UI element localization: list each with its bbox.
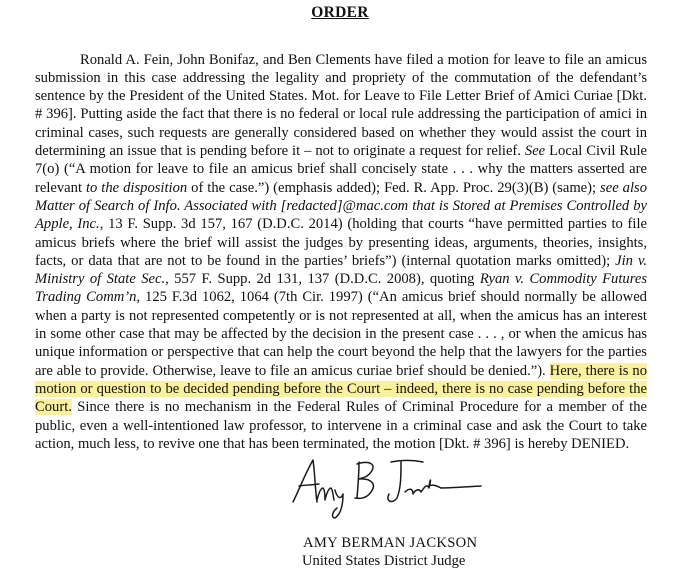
- body-text-run: , 13 F. Supp. 3d 157, 167 (D.D.C. 2014) (holding that courts “have permitted parties to file amicus briefs where the brief will assist the judges by presenting ideas, arguments, theories, insights, facts, or data that are not to be found in the parties’ briefs”) (internal quotation marks omitted);: [35, 216, 647, 269]
- italic-citation: see also Matter of Search of Info. Associated with [redacted]@mac.com that is Stored at Premises Controlled by Apple, Inc.: [35, 179, 647, 233]
- order-body-paragraph: [35, 51, 647, 454]
- body-text-run: , 125 F.3d 1062, 1064 (7th Cir. 1997) (“An amicus brief should normally be allowed when a party is not represented competently or is not represented at all, when the amicus has an interest in some other case that may be affected by the decision in the present case . . . , or when the amicus has unique information or perspective that can help the court beyond the help that the lawyers for the parties are able to provide. Otherwise, leave to file an amicus curiae brief should be denied.”).: [35, 289, 647, 379]
- signer-title: United States District Judge: [302, 553, 466, 569]
- italic-citation: to the disposition: [85, 179, 188, 196]
- body-text-run: , 557 F. Supp. 2d 131, 137 (D.D.C. 2008), quoting: [165, 271, 480, 288]
- italic-citation: See: [524, 143, 546, 160]
- body-text-run: of the case.”) (emphasis added); Fed. R. App. Proc. 29(3)(B) (same);: [187, 179, 601, 196]
- highlighted-sentence: Here, there is no motion or question to be decided pending before the Court – indeed, there is no case pending before the Court.: [35, 362, 647, 416]
- italic-citation: Ryan v. Commodity Futures Trading Comm’n: [35, 271, 647, 306]
- body-text-run: Ronald A. Fein, John Bonifaz, and Ben Clements have filed a motion for leave to file an amicus submission in this case addressing the legality and propriety of the commutation of the defendant’s sentence by the President of the United States. Mot. for Leave to File Letter Brief of Amici Curiae [Dkt. # 396]. Putting aside the fact that there is no federal or local rule addressing the participation of amici in criminal cases, such requests are generally considered based on whether they would assist the court in determining an issue that is pending before it – not to originate a request for relief.: [35, 51, 647, 160]
- signer-name: AMY BERMAN JACKSON: [303, 535, 478, 551]
- body-text-run: Since there is no mechanism in the Federal Rules of Criminal Procedure for a member of the public, even a well-intentioned law professor, to intervene in a criminal case and ask the Court to take action, much less, to revive one that has been terminated, the motion [Dkt. # 396] is hereby DENIED.: [35, 399, 647, 452]
- italic-citation: Jin v. Ministry of State Sec.: [35, 252, 647, 288]
- signature-image: [285, 452, 515, 522]
- order-title: ORDER: [311, 4, 369, 21]
- body-text-run: Local Civil Rule 7(o) (“A motion for leave to file an amicus brief shall concisely state . . . why the matters asserted are relevant: [35, 143, 647, 196]
